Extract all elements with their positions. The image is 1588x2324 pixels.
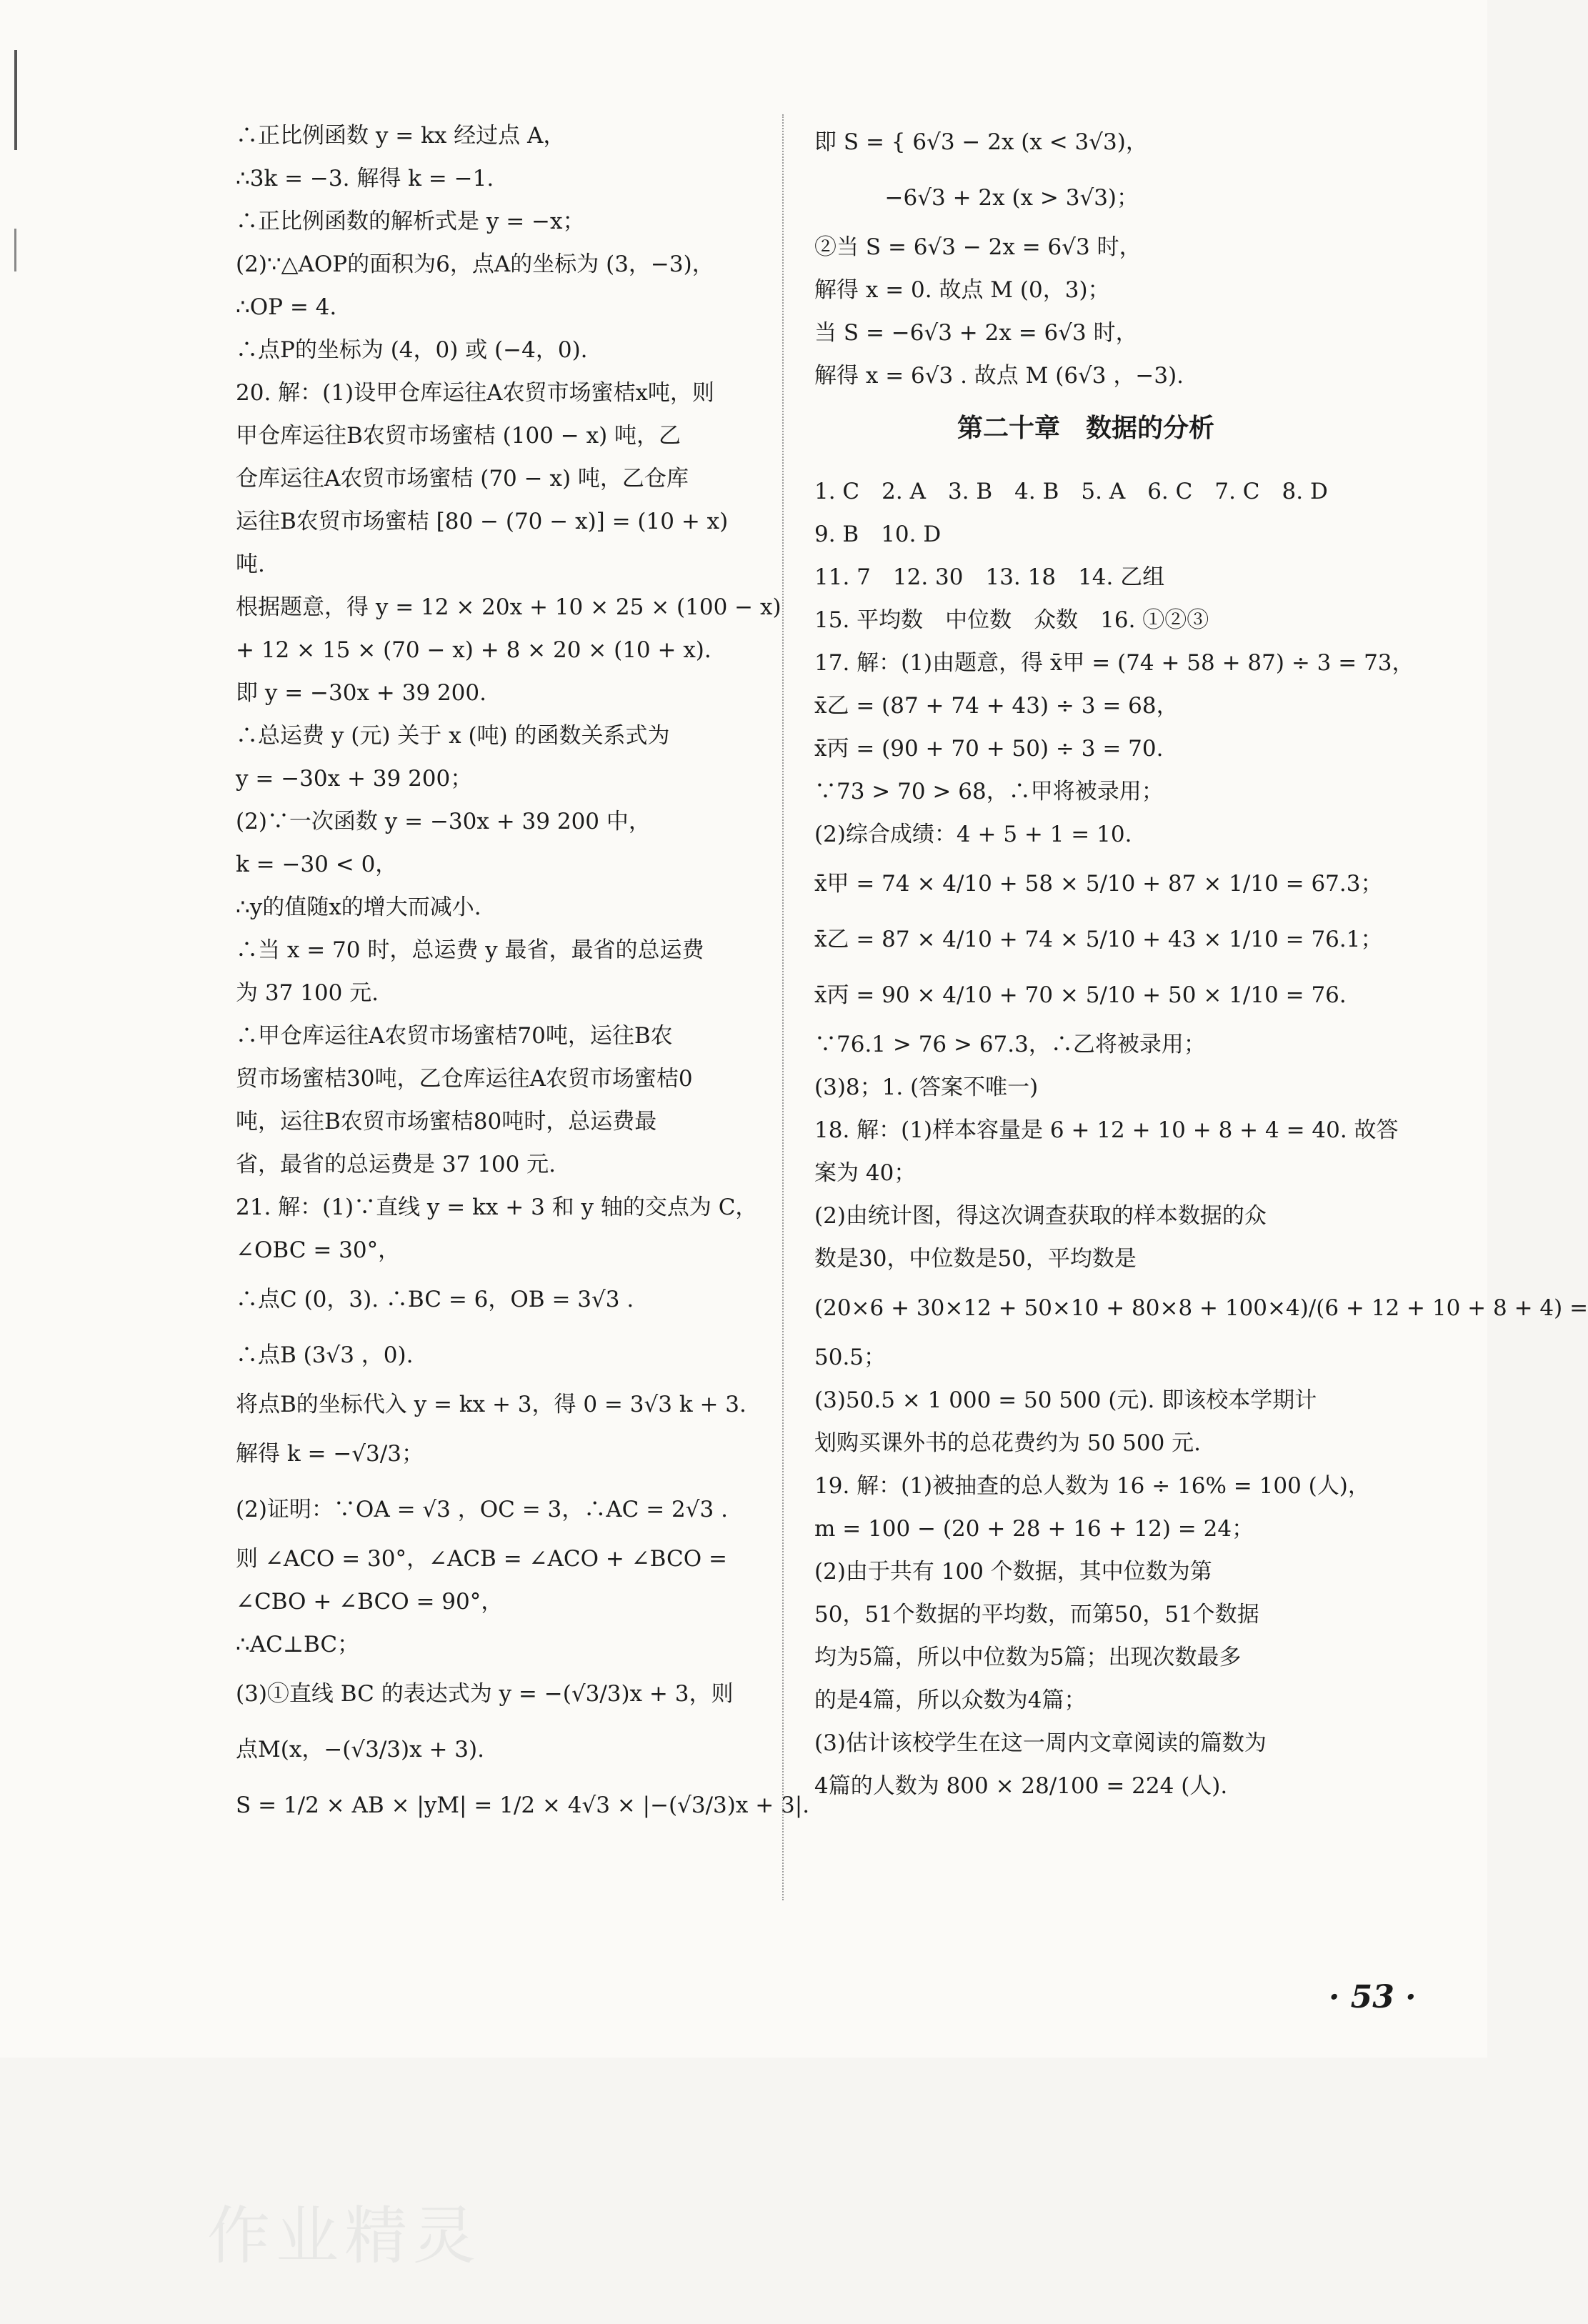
text-line: 案为 40；	[814, 1160, 917, 1186]
text-line: ∠OBC = 30°，	[236, 1237, 401, 1263]
text-line: ∴3k = −3. 解得 k = −1.	[236, 166, 494, 191]
text-line: (2)∵一次函数 y = −30x + 39 200 中，	[236, 809, 651, 834]
text-line: k = −30 < 0，	[236, 852, 398, 877]
column-divider	[782, 114, 784, 1900]
text-line: (3)50.5 × 1 000 = 50 500 (元). 即该校本学期计	[814, 1387, 1317, 1413]
text-line: ②当 S = 6√3 − 2x = 6√3 时，	[814, 234, 1142, 260]
text-line: 则 ∠ACO = 30°，∠ACB = ∠ACO + ∠BCO =	[236, 1546, 727, 1572]
text-line: 即 y = −30x + 39 200.	[236, 680, 486, 706]
text-line: 9. B 10. D	[814, 522, 942, 547]
text-line: ∴点C (0，3). ∴BC = 6，OB = 3√3 .	[236, 1287, 634, 1312]
text-line: 4篇的人数为 800 × 28/100 = 224 (人).	[814, 1773, 1228, 1799]
text-line: ∴当 x = 70 时，总运费 y 最省，最省的总运费	[236, 937, 704, 963]
text-line: 吨.	[236, 552, 265, 577]
text-line: 21. 解：(1)∵直线 y = kx + 3 和 y 轴的交点为 C，	[236, 1195, 758, 1220]
text-line: 贸市场蜜桔30吨，乙仓库运往A农贸市场蜜桔0	[236, 1066, 693, 1092]
text-line: (20×6 + 30×12 + 50×10 + 80×8 + 100×4)/(6 + 12 + 10 + 8 + 4) =	[814, 1295, 1588, 1321]
watermark: 作业精灵	[207, 2199, 482, 2273]
text-line: 数是30，中位数是50，平均数是	[814, 1246, 1137, 1272]
text-line: ∴总运费 y (元) 关于 x (吨) 的函数关系式为	[236, 723, 670, 749]
text-line: (2)证明：∵OA = √3 ，OC = 3，∴AC = 2√3 .	[236, 1497, 728, 1522]
text-line: 19. 解：(1)被抽查的总人数为 16 ÷ 16% = 100 (人)，	[814, 1473, 1370, 1499]
text-line: ∴y的值随x的增大而减小.	[236, 894, 481, 920]
text-line: 18. 解：(1)样本容量是 6 + 12 + 10 + 8 + 4 = 40. 故答	[814, 1117, 1399, 1143]
text-line: 甲仓库运往B农贸市场蜜桔 (100 − x) 吨，乙	[236, 423, 681, 449]
text-line: 17. 解：(1)由题意，得 x̄甲 = (74 + 58 + 87) ÷ 3 = 73，	[814, 650, 1414, 676]
text-line: x̄丙 = (90 + 70 + 50) ÷ 3 = 70.	[814, 736, 1164, 762]
text-line: 的是4篇，所以众数为4篇；	[814, 1687, 1087, 1713]
text-line: ∴甲仓库运往A农贸市场蜜桔70吨，运往B农	[236, 1023, 673, 1049]
text-line: 当 S = −6√3 + 2x = 6√3 时，	[814, 320, 1138, 346]
page-number: · 53 ·	[1329, 1979, 1417, 2015]
right-column	[814, 114, 1588, 1807]
binding-mark	[14, 50, 17, 150]
text-line: −6√3 + 2x (x > 3√3)；	[814, 185, 1139, 211]
text-line: ∴AC⊥BC；	[236, 1632, 360, 1657]
text-line: ∴OP = 4.	[236, 294, 337, 320]
text-line: 仓库运往A农贸市场蜜桔 (70 − x) 吨，乙仓库	[236, 466, 689, 492]
text-line: (2)∵△AOP的面积为6，点A的坐标为 (3，−3)，	[236, 251, 714, 277]
text-line: 省，最省的总运费是 37 100 元.	[236, 1152, 556, 1177]
text-line: 运往B农贸市场蜜桔 [80 − (70 − x)] = (10 + x)	[236, 509, 729, 534]
text-line: 吨，运往B农贸市场蜜桔80吨时，总运费最	[236, 1109, 657, 1134]
text-line: y = −30x + 39 200；	[236, 766, 473, 792]
text-line: (2)由统计图，得这次调查获取的样本数据的众	[814, 1203, 1267, 1229]
text-line: 15. 平均数 中位数 众数 16. ①②③	[814, 607, 1209, 633]
text-line: (3)估计该校学生在这一周内文章阅读的篇数为	[814, 1730, 1267, 1756]
text-line: (3)①直线 BC 的表达式为 y = −(√3/3)x + 3，则	[236, 1681, 734, 1707]
text-line: (2)综合成绩：4 + 5 + 1 = 10.	[814, 822, 1132, 847]
text-line: 即 S = { 6√3 − 2x (x < 3√3)，	[814, 129, 1148, 155]
text-line: 解得 x = 0. 故点 M (0，3)；	[814, 277, 1110, 303]
text-line: 50，51个数据的平均数，而第50，51个数据	[814, 1602, 1259, 1627]
text-line: 11. 7 12. 30 13. 18 14. 乙组	[814, 564, 1165, 590]
left-column	[236, 114, 810, 1833]
text-line: + 12 × 15 × (70 − x) + 8 × 20 × (10 + x).	[236, 637, 711, 663]
text-line: S = 1/2 × AB × |yM| = 1/2 × 4√3 × |−(√3/3)x + 3|.	[236, 1792, 810, 1818]
text-line: x̄乙 = 87 × 4/10 + 74 × 5/10 + 43 × 1/10 = 76.1；	[814, 927, 1383, 952]
text-line: x̄乙 = (87 + 74 + 43) ÷ 3 = 68，	[814, 693, 1179, 719]
text-line: 解得 x = 6√3 . 故点 M (6√3 ，−3).	[814, 363, 1184, 389]
text-line: ∴点B (3√3 ，0).	[236, 1342, 414, 1368]
text-line: ∠CBO + ∠BCO = 90°，	[236, 1589, 504, 1615]
text-line: 将点B的坐标代入 y = kx + 3，得 0 = 3√3 k + 3.	[236, 1392, 746, 1417]
text-line: (3)8；1. (答案不唯一)	[814, 1074, 1039, 1100]
text-line: 解得 k = −√3/3；	[236, 1441, 424, 1467]
text-line: 点M(x，−(√3/3)x + 3).	[236, 1737, 484, 1762]
text-line: ∴点P的坐标为 (4，0) 或 (−4，0).	[236, 337, 588, 363]
text-line: ∴正比例函数的解析式是 y = −x；	[236, 209, 585, 234]
text-line: 均为5篇，所以中位数为5篇；出现次数最多	[814, 1645, 1242, 1670]
text-line: 为 37 100 元.	[236, 980, 379, 1006]
text-line: ∴正比例函数 y = kx 经过点 A，	[236, 123, 566, 149]
binding-mark-lower	[14, 229, 16, 271]
text-line: 50.5；	[814, 1345, 887, 1370]
text-line: (2)由于共有 100 个数据，其中位数为第	[814, 1559, 1212, 1585]
text-line: 根据题意，得 y = 12 × 20x + 10 × 25 × (100 − x)	[236, 594, 781, 620]
text-line: 1. C 2. A 3. B 4. B 5. A 6. C 7. C 8. D	[814, 479, 1328, 504]
text-line: m = 100 − (20 + 28 + 16 + 12) = 24；	[814, 1516, 1254, 1542]
text-line: 20. 解：(1)设甲仓库运往A农贸市场蜜桔x吨，则	[236, 380, 714, 406]
chapter-title: 第二十章 数据的分析	[957, 413, 1214, 443]
text-line: ∵73 > 70 > 68，∴甲将被录用；	[814, 779, 1164, 804]
text-line: ∵76.1 > 76 > 67.3，∴乙将被录用；	[814, 1032, 1206, 1057]
text-line: x̄丙 = 90 × 4/10 + 70 × 5/10 + 50 × 1/10 = 76.	[814, 982, 1347, 1008]
text-line: 划购买课外书的总花费约为 50 500 元.	[814, 1430, 1202, 1456]
text-line: x̄甲 = 74 × 4/10 + 58 × 5/10 + 87 × 1/10 = 67.3；	[814, 871, 1383, 897]
